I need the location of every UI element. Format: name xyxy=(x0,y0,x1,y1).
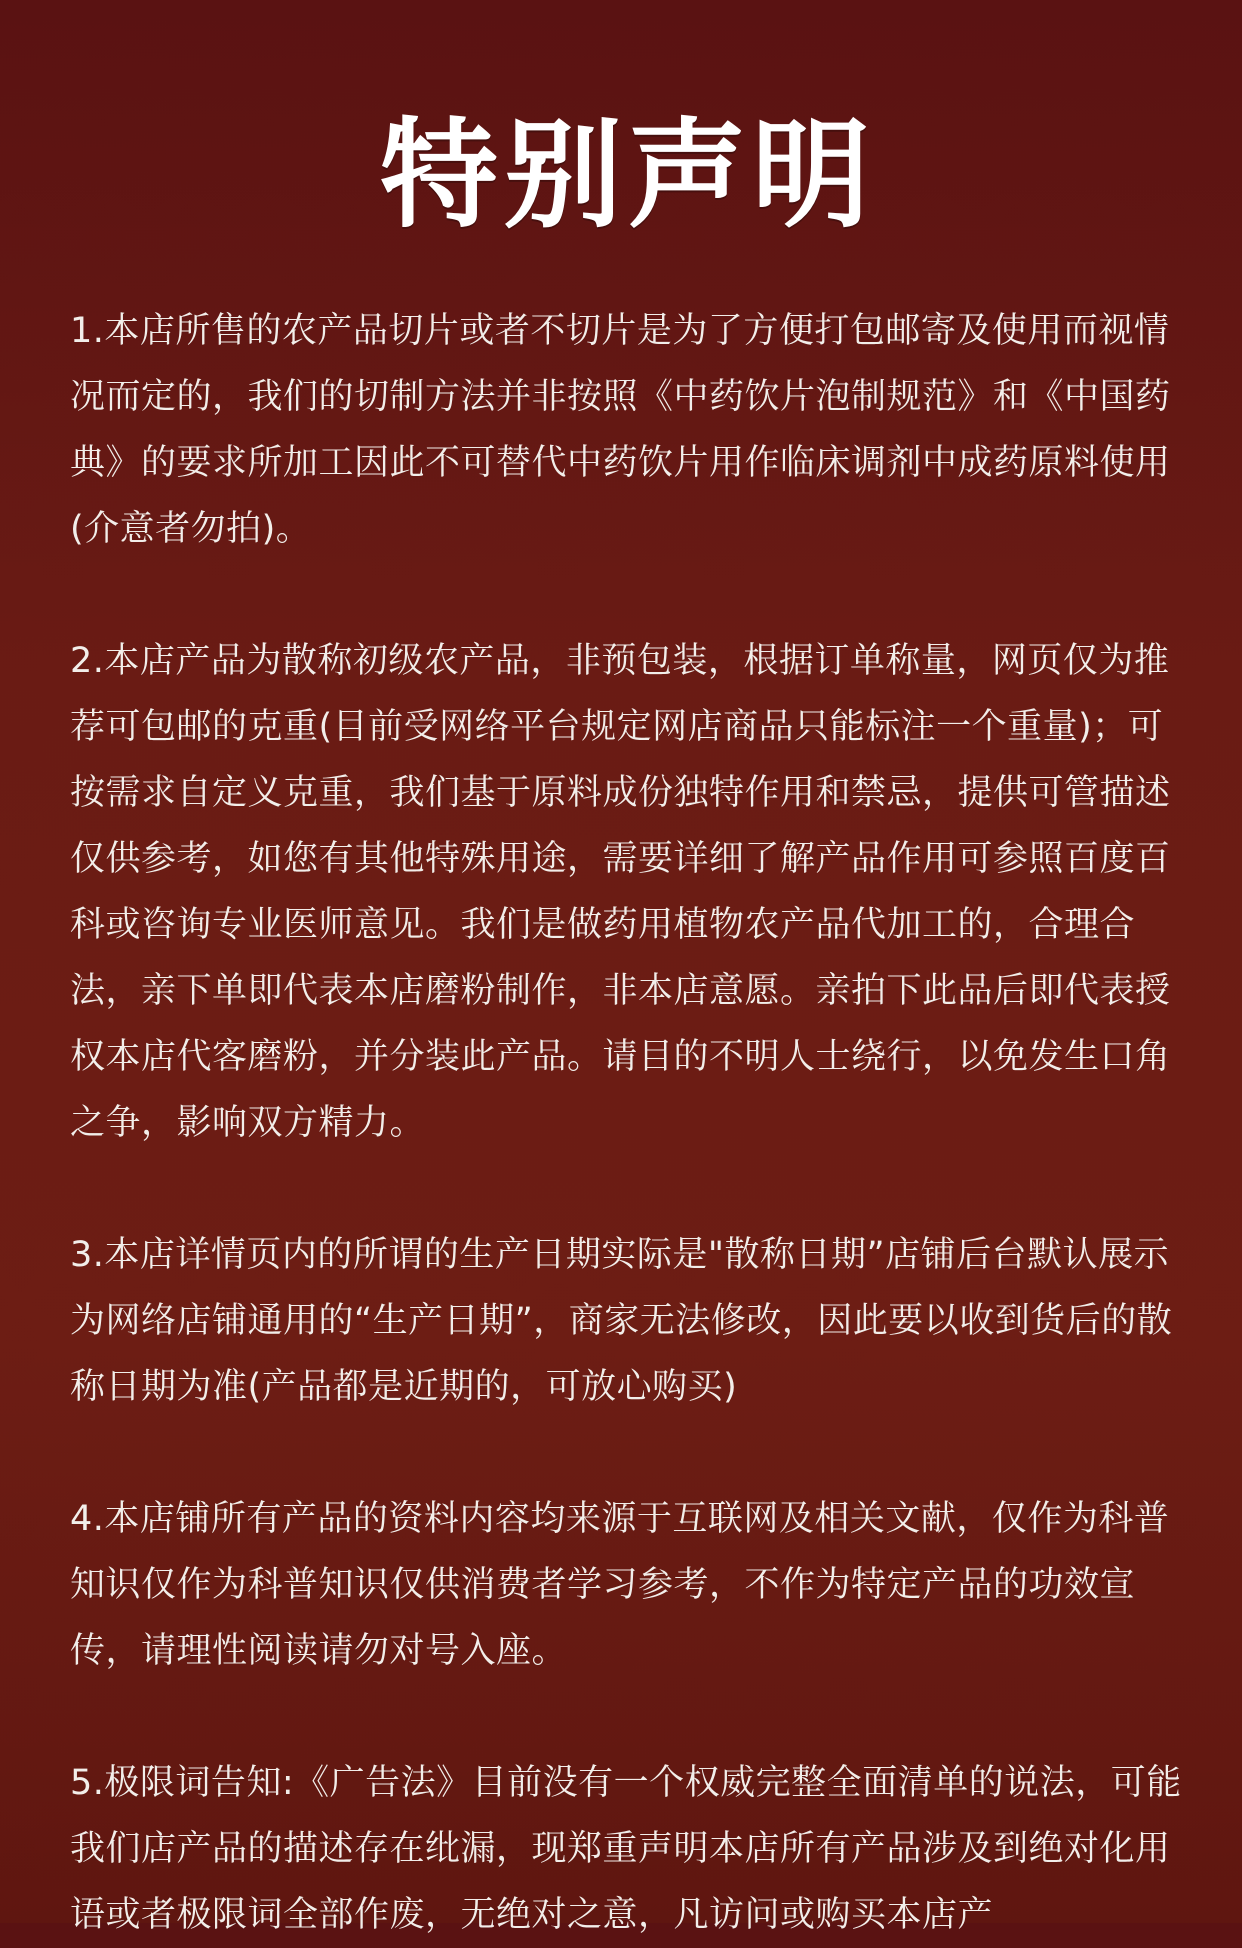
declaration-item-2: 2.本店产品为散称初级农产品，非预包装，根据订单称量，网页仅为推荐可包邮的克重(目前受网络平台规定网店商品只能标注一个重量)；可按需求自定义克重，我们基于原料成份独特作用和禁忌，提供可管描述仅供参考，如您有其他特殊用途，需要详细了解产品作用可参照百度百科或咨询专业医师意见。我们是做药用植物农产品代加工的，合理合法，亲下单即代表本店磨粉制作，非本店意愿。亲拍下此品后即代表授权本店代客磨粉，并分装此产品。请目的不明人士绕行，以免发生口角之争，影响双方精力。 xyxy=(70,640,1171,1143)
declaration-item-3: 3.本店详情页内的所谓的生产日期实际是"散称日期”店铺后台默认展示为网络店铺通用的“生产日期”，商家无法修改，因此要以收到货后的散称日期为准(产品都是近期的，可放心购买) xyxy=(70,1234,1173,1407)
declaration-content xyxy=(70,298,1186,1948)
declaration-item-1: 1.本店所售的农产品切片或者不切片是为了方便打包邮寄及使用而视情况而定的，我们的切制方法并非按照《中药饮片泡制规范》和《中国药典》的要求所加工因此不可替代中药饮片用作临床调剂中成药原料使用(介意者勿拍)。 xyxy=(70,310,1171,549)
declaration-item-4: 4.本店铺所有产品的资料内容均来源于互联网及相关文献，仅作为科普知识仅作为科普知识仅供消费者学习参考，不作为特定产品的功效宣传，请理性阅读请勿对号入座。 xyxy=(70,1498,1170,1671)
page-title: 特别声明 xyxy=(379,105,876,244)
declaration-item-5: 5.极限词告知:《广告法》目前没有一个权威完整全面清单的说法，可能我们店产品的描述存在纰漏，现郑重声明本店所有产品涉及到绝对化用语或者极限词全部作废，无绝对之意，凡访问或购买本店产 xyxy=(70,1762,1182,1935)
